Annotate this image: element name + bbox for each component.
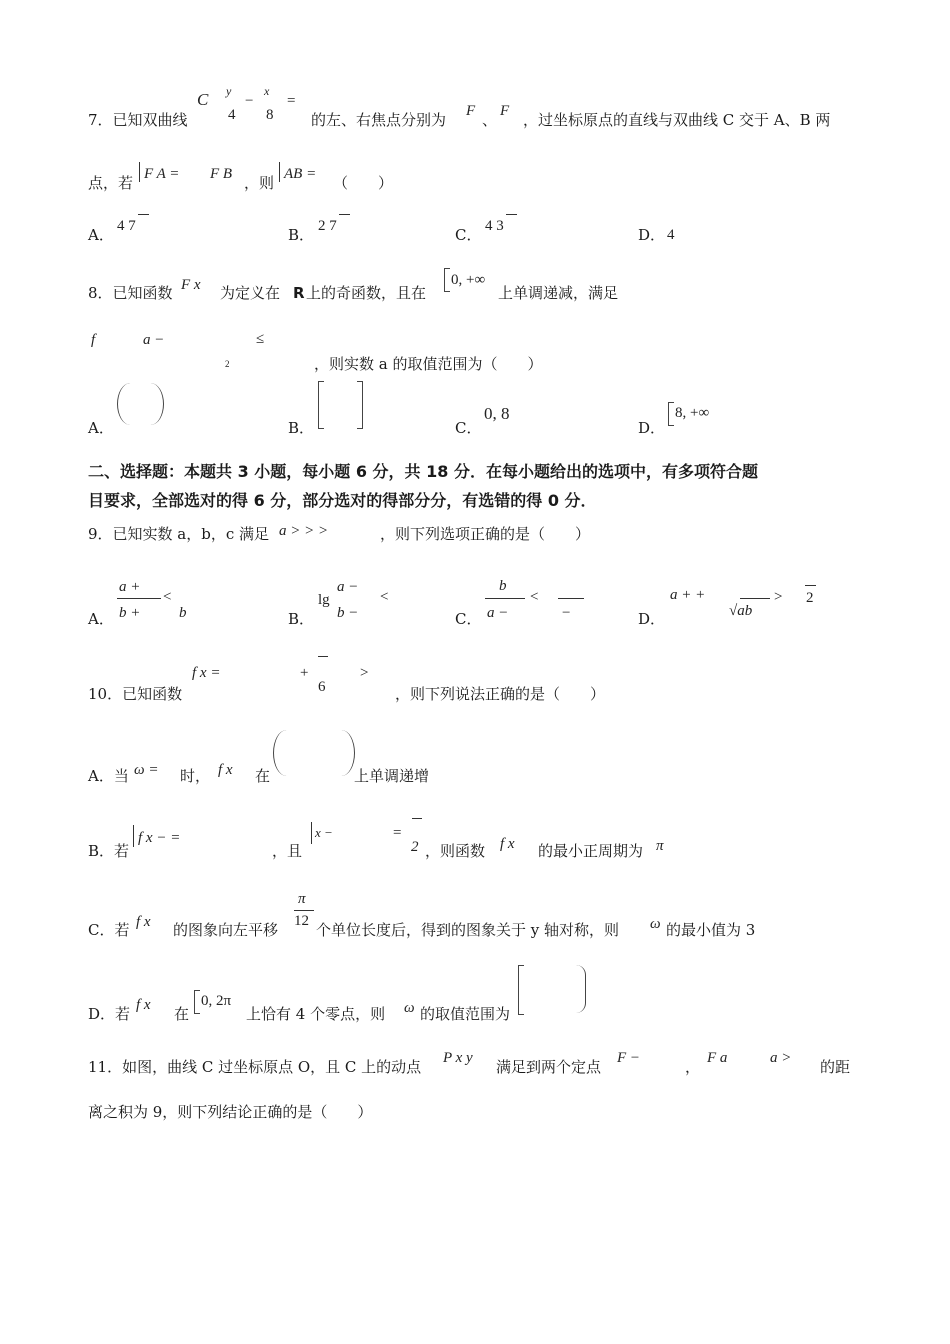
q9-optA-label: A．: [88, 610, 114, 628]
q8-optC-label: C．: [455, 419, 482, 437]
q7-line1-pre: 7．已知双曲线: [88, 111, 188, 129]
q9-optA-num: a +: [119, 579, 141, 595]
q10-optA-paren: [273, 730, 355, 776]
q7-math-AB: AB =: [284, 166, 317, 182]
q10-optB-abs2: x −: [315, 825, 333, 840]
q10-optD-mid2: 上恰有 4 个零点，则: [246, 1005, 386, 1023]
q7-optA-label: A．: [88, 226, 114, 244]
q10-optC-fx: f x: [136, 914, 151, 930]
q9-optA-rel: <: [163, 589, 172, 605]
q9-optD-expr: a + +: [670, 587, 706, 603]
q10-optD-omega: ω: [404, 1000, 415, 1016]
q8-math-le: ≤: [256, 331, 265, 347]
q10-optB-pi: π: [656, 838, 664, 854]
q10-optA-omega: ω =: [134, 762, 159, 778]
q7-optD-label: D．: [638, 226, 666, 244]
q8-optC-val: 0, 8: [484, 404, 510, 423]
q10-math-plus: +: [300, 665, 309, 681]
q9-optD-sqrt: √ab: [729, 603, 753, 619]
q10-optB-fracbar: [412, 818, 422, 819]
q8-line1-pre: 8．已知函数: [88, 284, 173, 302]
q10-optD-mid: 在: [174, 1005, 190, 1023]
q11-line1-mid: 满足到两个定点: [496, 1058, 602, 1076]
q10-optB-mid2: ，则函数: [425, 842, 486, 860]
q7-optB-sqrt: [339, 214, 350, 215]
q9-optC-fracbar: [485, 598, 525, 599]
q9-optC-den: a −: [487, 605, 509, 621]
q10-optC-omega: ω: [650, 916, 661, 932]
section-2-line1: 二、选择题：本题共 3 小题，每小题 6 分，共 18 分．在每小题给出的选项中，有多项符合题: [88, 462, 758, 481]
q10-optB-pre: B．若: [88, 842, 130, 860]
q10-optB-fx: f x: [500, 836, 515, 852]
q9-optB-rel: <: [380, 589, 389, 605]
q8-math-Fx: F x: [181, 277, 201, 293]
q10-optD-interval: 0, 2π: [201, 993, 232, 1009]
q7-math-minus: −: [245, 93, 254, 109]
q8-math-a: a −: [143, 332, 165, 348]
q8-optD-bracket: [668, 402, 674, 426]
q10-optB-abs-bar: [133, 825, 134, 847]
q10-optB-abs-bar2: [311, 822, 312, 844]
q9-optB-lg: lg: [318, 592, 330, 608]
q7-abs-bar: [139, 162, 140, 182]
q10-math-gt: >: [360, 665, 369, 681]
q10-optD-range-bracket: [518, 965, 524, 1015]
q7-math-FB: F B: [210, 166, 233, 182]
q10-optB-2: 2: [411, 839, 419, 855]
q9-optB-num: a −: [337, 579, 359, 595]
q9-optA-den: b +: [119, 605, 141, 621]
q9-optD-label: D．: [638, 610, 666, 628]
q8-math-interval: 0, +∞: [451, 272, 486, 288]
q9-optD-sqrt-bar: [805, 585, 816, 586]
q10-optB-abs1: f x − =: [138, 830, 181, 846]
q9-optD-fracbar: [740, 598, 770, 599]
q9-optC-label: C．: [455, 610, 482, 628]
q7-optA-sqrt: [138, 214, 149, 215]
q10-optC-pi: π: [298, 891, 306, 907]
q10-optD-pre: D．若: [88, 1005, 131, 1023]
q10-math-fx: f x =: [192, 665, 221, 681]
q10-optD-post: 的取值范围为: [420, 1005, 511, 1023]
q7-line1-post: ，过坐标原点的直线与双曲线 C 交于 A、B 两: [523, 111, 831, 129]
q8-R: R: [293, 284, 305, 302]
q11-line1-post: 的距: [820, 1058, 851, 1076]
q8-line1-post: 上单调递减，满足: [498, 284, 619, 302]
q7-optC-sqrt: [506, 214, 517, 215]
q8-line2-post: ，则实数 a 的取值范围为（ ）: [314, 355, 543, 373]
q7-math-y: y: [226, 84, 232, 98]
q7-line1-mid: 的左、右焦点分别为: [311, 111, 447, 129]
section-2-line2: 目要求，全部选对的得 6 分，部分选对的得部分分，有选错的得 0 分．: [88, 491, 597, 510]
q7-optB-label: B．: [288, 226, 315, 244]
q7-optB-val: 2 7: [318, 218, 337, 234]
q11-F1: F −: [617, 1050, 641, 1066]
q10-optC-post1: 个单位长度后，得到的图象关于 y 轴对称，则: [316, 921, 620, 939]
q10-optC-12: 12: [294, 913, 309, 929]
q7-math-8: 8: [266, 107, 274, 123]
q8-optA-label: A．: [88, 419, 114, 437]
q8-optA-paren: [117, 383, 164, 425]
q10-optA-mid2: 在: [255, 767, 271, 785]
q8-interval-bracket: [444, 268, 450, 292]
q7-optC-val: 4 3: [485, 218, 504, 234]
q10-optB-post: 的最小正周期为: [538, 842, 644, 860]
q7-math-FA: F A =: [144, 166, 180, 182]
q9-optD-r: 2: [806, 590, 814, 606]
q7-line2-mid: ，则: [244, 174, 275, 192]
q7-abs-bar2: [279, 162, 280, 182]
q7-math-C: C: [197, 90, 209, 109]
q9-optC-fracbar2: [558, 598, 584, 599]
q7-math-eq: =: [287, 93, 296, 109]
q8-optD-val: 8, +∞: [675, 405, 710, 421]
q10-optA-fx: f x: [218, 762, 233, 778]
q10-optA-pre: A．当: [88, 767, 129, 785]
q10-line-post: ，则下列说法正确的是（ ）: [395, 685, 606, 703]
q10-optB-mid: ，且: [272, 842, 303, 860]
q8-optD-label: D．: [638, 419, 666, 437]
q7-optA-val: 4 7: [117, 218, 136, 234]
q9-optB-label: B．: [288, 610, 315, 628]
q9-math-cond: a > > >: [279, 523, 329, 539]
q8-optB-bracket-r: [357, 381, 363, 429]
q9-line-post: ，则下列选项正确的是（ ）: [380, 525, 591, 543]
q11-line2: 离之积为 9，则下列结论正确的是（ ）: [88, 1103, 373, 1121]
q7-math-F1: F: [466, 103, 476, 119]
q10-math-6: 6: [318, 679, 326, 695]
q10-optB-eq: =: [393, 825, 402, 841]
q7-math-F2: F: [500, 103, 510, 119]
q11-a: a >: [770, 1050, 792, 1066]
q9-optA-r: b: [179, 605, 187, 621]
q10-optC-mid: 的图象向左平移: [173, 921, 279, 939]
q8-line1-mid2: 上的奇函数，且在: [306, 284, 427, 302]
q8-optB-label: B．: [288, 419, 315, 437]
q10-optD-bracket: [194, 990, 200, 1014]
q7-line2-pre: 点，若: [88, 174, 134, 192]
q10-optD-fx: f x: [136, 997, 151, 1013]
q9-optA-fracbar: [117, 598, 161, 599]
q10-optD-range-paren: [575, 965, 586, 1013]
q10-optC-pre: C．若: [88, 921, 130, 939]
q11-P: P x y: [443, 1050, 473, 1066]
q7-sep: 、: [482, 111, 498, 129]
q8-line1-mid1: 为定义在: [220, 284, 281, 302]
q11-F2: F a: [707, 1050, 728, 1066]
q9-optD-rel: >: [774, 589, 783, 605]
q9-optB-den: b −: [337, 605, 359, 621]
q11-comma: ，: [685, 1058, 701, 1076]
q10-optA-mid1: 时，: [180, 767, 211, 785]
q9-optC-r: −: [562, 605, 571, 621]
q8-optB-bracket-l: [318, 381, 324, 429]
q8-math-2: 2: [225, 359, 230, 369]
q10-line-pre: 10．已知函数: [88, 685, 183, 703]
q7-line2-post: （ ）: [333, 174, 394, 192]
q7-math-4: 4: [228, 107, 236, 123]
q10-optC-post2: 的最小值为 3: [666, 921, 756, 939]
q9-optC-num: b: [499, 578, 507, 594]
q7-math-x: x: [264, 84, 270, 98]
q10-optC-fracbar: [294, 910, 314, 911]
q10-optA-post: 上单调递增: [354, 767, 430, 785]
q9-line-pre: 9．已知实数 a，b，c 满足: [88, 525, 270, 543]
q10-frac-bar: [318, 656, 328, 657]
q8-math-f: f: [91, 332, 96, 348]
q11-line1-pre: 11．如图，曲线 C 过坐标原点 O，且 C 上的动点: [88, 1058, 422, 1076]
q7-optC-label: C．: [455, 226, 482, 244]
q9-optC-rel: <: [530, 589, 539, 605]
q7-optD-val: 4: [667, 227, 675, 243]
